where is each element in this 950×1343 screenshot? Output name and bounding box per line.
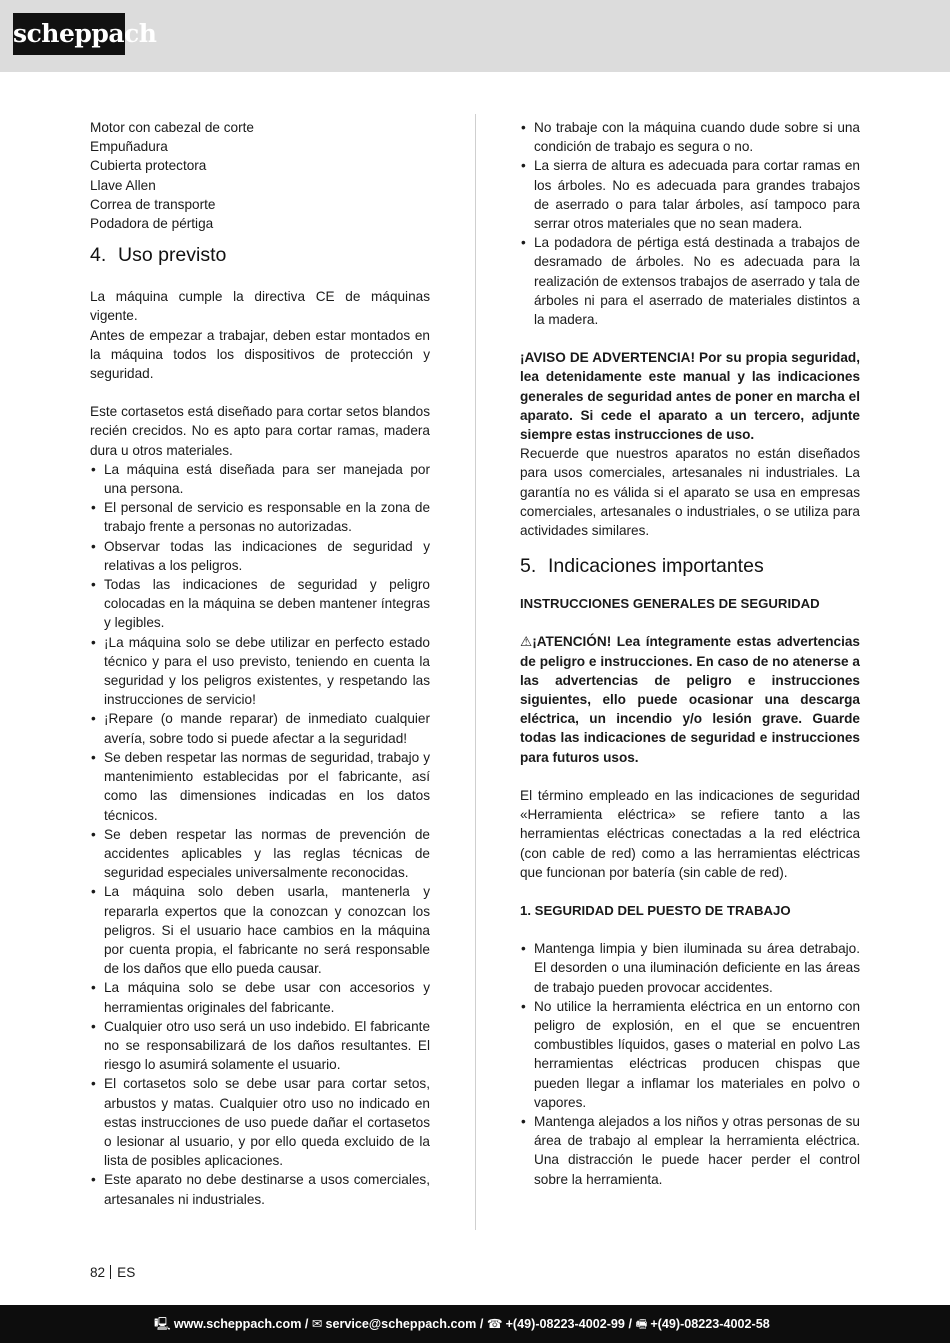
list-item: Correa de transporte (90, 196, 216, 212)
list-item: • La podadora de pértiga está destinada a trabajos de desramado de árboles. No es adecuada para la realización de extensos trabajos de aserrado y tala de árboles ni para el aserrado de materiales distintos a la madera. (520, 233, 860, 329)
list-item: Podadora de pértiga (90, 216, 214, 232)
paragraph: Antes de empezar a trabajar, deben estar montados en la máquina todos los dispositivos de protección y seguridad. (90, 327, 430, 382)
paragraph: Este cortasetos está diseñado para cortar setos blandos recién crecidos. No es apto para cortar ramas, madera dura u otros materiales. (90, 404, 430, 458)
section-title: Indicaciones importantes (548, 555, 764, 578)
warning-triangle-icon: ⚠ (520, 634, 533, 650)
section-number: 4. (90, 244, 107, 267)
paragraph: El término empleado en las indicaciones de seguridad «Herramienta eléctrica» se refiere tanto a las herramientas eléctricas conectadas a la red eléctrica (con cable de red) como a las herramientas eléctricas que funcionan por batería (sin cable de red). (520, 787, 860, 880)
attention-notice (520, 632, 860, 766)
footer-email[interactable]: service@scheppach.com / (325, 1317, 484, 1331)
intended-use-bullets (90, 460, 430, 1209)
list-item: Motor con cabezal de corte (90, 120, 254, 135)
footer-bar (0, 1305, 950, 1343)
right-column (520, 118, 860, 1189)
workplace-bullets (520, 939, 860, 1189)
column-divider (475, 114, 476, 1230)
list-item: • El cortasetos solo se debe usar para cortar setos, arbustos y matas. Cualquier otro uso no indicado en estas instrucciones de uso puede dañar el cortasetos o lesionar al usuario, y por ello queda excluido de la lista de posibles aplicaciones. (90, 1074, 430, 1170)
list-item: • La máquina solo se debe usar con accesorios y herramientas originales del fabricante. (90, 978, 430, 1016)
left-column (90, 118, 430, 1209)
page-number-value: 82 (90, 1265, 106, 1280)
attention-text: ¡ATENCIÓN! Lea íntegramente estas advertencias de peligro e instrucciones. En caso de no atenerse a las advertencias de peligro e instrucciones siguientes, ello puede ocasionar una descarga eléctrica, un incendio y/o lesión grave. Guarde todas las indicaciones de seguridad e instrucciones para futuros usos. (520, 634, 860, 765)
list-item: • Se deben respetar las normas de seguridad, trabajo y mantenimiento establecidas por el fabricante, así como las dimensiones indicadas en los datos técnicos. (90, 748, 430, 825)
list-item: • Mantenga limpia y bien iluminada su área detrabajo. El desorden o una iluminación deficiente en las áreas de trabajo pueden provocar accidentes. (520, 939, 860, 997)
mail-icon: ✉ (311, 1317, 323, 1331)
general-safety-heading: INSTRUCCIONES GENERALES DE SEGURIDAD (520, 596, 820, 612)
list-item: • Mantenga alejados a los niños y otras personas de su área de trabajo al emplear la herramienta eléctrica. Una distracción le puede hacer perder el control sobre la herramienta. (520, 1112, 860, 1189)
phone-icon: ☎ (486, 1317, 503, 1331)
fax-icon: 🖷 (635, 1317, 648, 1331)
section-4-heading (90, 243, 430, 267)
scheppach-logo: scheppach (13, 13, 125, 55)
list-item: • Se deben respetar las normas de prevención de accidentes aplicables y las reglas técnicas de seguridad especiales universalmente reconocidas. (90, 825, 430, 883)
list-item: • Este aparato no debe destinarse a usos comerciales, artesanales ni industriales. (90, 1170, 430, 1208)
list-item: • Observar todas las indicaciones de seguridad y relativas a los peligros. (90, 537, 430, 575)
list-item: • El personal de servicio es responsable en la zona de trabajo frente a personas no autorizadas. (90, 498, 430, 536)
list-item: • No utilice la herramienta eléctrica en un entorno con peligro de explosión, en el que se encuentren combustibles líquidos, gases o material en polvo Las herramientas eléctricas producen chispas que pueden llegar a inflamar los materiales en polvo o vapores. (520, 997, 860, 1112)
paragraph: Recuerde que nuestros aparatos no están diseñados para usos comerciales, artesanales ni industriales. La garantía no es válida si el aparato se usa en empresas comerciales, artesanales o industriales, o se utiliza para actividades similares. (520, 446, 860, 539)
parts-list (90, 118, 430, 233)
list-item: Llave Allen (90, 177, 156, 193)
list-item: • ¡Repare (o mande reparar) de inmediato cualquier avería, sobre todo si puede afectar a la seguridad! (90, 709, 430, 747)
list-item: • Todas las indicaciones de seguridad y peligro colocadas en la máquina se deben mantener íntegras y legibles. (90, 575, 430, 633)
list-item: • ¡La máquina solo se debe utilizar en perfecto estado técnico y para el uso previsto, teniendo en cuenta la seguridad y los peligros existentes, y respetando las instrucciones de servicio! (90, 633, 430, 710)
warning-notice: ¡AVISO DE ADVERTENCIA! Por su propia seguridad, lea detenidamente este manual y las indicaciones generales de seguridad antes de poner en marcha el aparato. Si cede el aparato a un tercero, adjunte siempre estas instrucciones de uso. (520, 350, 860, 443)
page-number (90, 1265, 135, 1280)
footer-fax: +(49)-08223-4002-58 (650, 1317, 770, 1331)
footer-phone: +(49)-08223-4002-99 / (505, 1317, 632, 1331)
list-item: Cubierta protectora (90, 158, 207, 174)
header-bar (0, 0, 950, 72)
page-language: ES (117, 1265, 136, 1280)
list-item: Empuñadura (90, 139, 168, 155)
workplace-safety-heading: 1. SEGURIDAD DEL PUESTO DE TRABAJO (520, 902, 791, 918)
list-item: • No trabaje con la máquina cuando dude sobre si una condición de trabajo es segura o no. (520, 118, 860, 156)
list-item: • La sierra de altura es adecuada para cortar ramas en los árboles. No es adecuada para grandes trabajos de aserrado o para talar árboles, así tampoco para serrar otros materiales que no sean madera. (520, 156, 860, 233)
computer-icon: 🖳 (154, 1317, 171, 1331)
paragraph: La máquina cumple la directiva CE de máquinas vigente. (90, 289, 430, 324)
list-item: • La máquina está diseñada para ser manejada por una persona. (90, 460, 430, 498)
footer-contacts (154, 1305, 770, 1343)
section-title: Uso previsto (118, 244, 227, 267)
section-number: 5. (520, 555, 537, 578)
list-item: • Cualquier otro uso será un uso indebido. El fabricante no se responsabilizará de los daños resultantes. El riesgo lo asumirá solamente el usuario. (90, 1017, 430, 1075)
section-5-heading (520, 554, 860, 578)
usage-bullets (520, 118, 860, 329)
list-item: • La máquina solo deben usarla, mantenerla y repararla expertos que la conozcan y conozcan los peligros. Si el usuario hace cambios en la máquina por cuenta propia, el fabricante no será responsable de los daños que ello pueda causar. (90, 882, 430, 978)
footer-website[interactable]: www.scheppach.com / (173, 1317, 309, 1331)
